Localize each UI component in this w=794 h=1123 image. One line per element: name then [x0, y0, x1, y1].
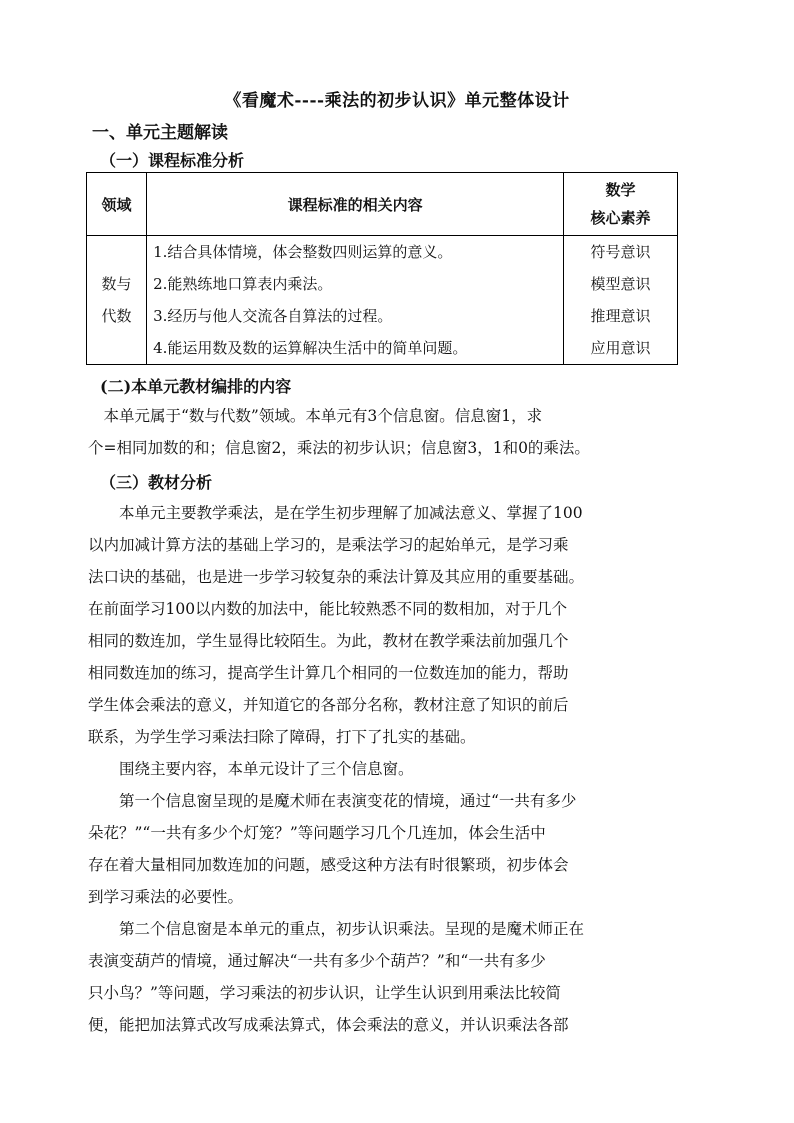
- curriculum-standard-table: [86, 172, 678, 365]
- paragraph-line: 法口诀的基础，也是进一步学习较复杂的乘法计算及其应用的重要基础。: [88, 568, 585, 586]
- paragraph-line: 存在着大量相同加数连加的问题，感受这种方法有时很繁琐，初步体会: [88, 856, 569, 874]
- paragraph-line: 本单元属于“数与代数”领域。本单元有3个信息窗。信息窗1，求: [88, 407, 543, 425]
- header-core-literacy: [564, 173, 678, 236]
- paragraph-line: 个=相同加数的和；信息窗2，乘法的初步认识；信息窗3，1和0的乘法。: [88, 439, 590, 457]
- core-literacy-item: 推理意识: [590, 307, 651, 325]
- subsection-heading-2: (二)本单元教材编排的内容: [100, 377, 292, 396]
- standard-content-cell: [147, 236, 564, 365]
- standard-item: 2.能熟练地口算表内乘法。: [153, 275, 333, 293]
- paragraph-line: 表演变葫芦的情境，通过解决“一共有多少个葫芦？”和“一共有多少: [88, 952, 546, 970]
- subsection-heading-1: （一）课程标准分析: [100, 151, 245, 170]
- paragraph-line: 便，能把加法算式改写成乘法算式，体会乘法的意义，并认识乘法各部: [88, 1016, 569, 1034]
- standard-item: 4.能运用数及数的运算解决生活中的简单问题。: [153, 339, 468, 357]
- paragraph-line: 本单元主要教学乘法，是在学生初步理解了加减法意义、掌握了100: [88, 504, 583, 522]
- standard-item: 3.经历与他人交流各自算法的过程。: [153, 307, 393, 325]
- paragraph-line: 只小鸟？”等问题，学习乘法的初步认识，让学生认识到用乘法比较简: [88, 984, 561, 1002]
- paragraph-line: 联系，为学生学习乘法扫除了障碍，打下了扎实的基础。: [88, 728, 476, 746]
- paragraph-line: 第二个信息窗是本单元的重点，初步认识乘法。呈现的是魔术师正在: [88, 920, 585, 938]
- table-body-row: [87, 236, 678, 365]
- section-heading-1: 一、单元主题解读: [92, 123, 228, 143]
- standard-item: 1.结合具体情境，体会整数四则运算的意义。: [153, 243, 453, 261]
- table-header-row: [87, 173, 678, 236]
- paragraph-line: 相同的数连加，学生显得比较陌生。为此，教材在教学乘法前加强几个: [88, 632, 569, 650]
- core-literacy-item: 符号意识: [590, 243, 651, 261]
- document-title: 《看魔术----乘法的初步认识》单元整体设计: [224, 91, 570, 111]
- core-literacy-item: 应用意识: [590, 339, 651, 357]
- paragraph-line: 相同数连加的练习，提高学生计算几个相同的一位数连加的能力，帮助: [88, 664, 569, 682]
- section-2-body: [88, 400, 708, 464]
- domain-cell: [87, 236, 147, 365]
- subsection-heading-3: （三）教材分析: [100, 473, 213, 492]
- core-literacy-cell: [564, 236, 678, 365]
- paragraph-line: 到学习乘法的必要性。: [88, 888, 244, 906]
- header-core-line1: 数学: [605, 181, 636, 199]
- paragraph-line: 朵花？”“一共有多少个灯笼？”等问题学习几个几连加，体会生活中: [88, 824, 546, 842]
- paragraph-line: 学生体会乘法的意义，并知道它的各部分名称，教材注意了知识的前后: [88, 696, 569, 714]
- header-core-line2: 核心素养: [590, 209, 651, 227]
- paragraph-line: 在前面学习100以内数的加法中，能比较熟悉不同的数相加，对于几个: [88, 600, 568, 618]
- domain-line2: 代数: [101, 307, 132, 325]
- domain-line1: 数与: [101, 275, 132, 293]
- core-literacy-item: 模型意识: [590, 275, 651, 293]
- section-3-body: [88, 497, 708, 1041]
- paragraph-line: 围绕主要内容，本单元设计了三个信息窗。: [88, 760, 414, 778]
- paragraph-line: 以内加减计算方法的基础上学习的，是乘法学习的起始单元，是学习乘: [88, 536, 569, 554]
- paragraph-line: 第一个信息窗呈现的是魔术师在表演变花的情境，通过“一共有多少: [88, 792, 577, 810]
- header-domain: 领域: [87, 173, 147, 236]
- header-content: 课程标准的相关内容: [147, 173, 564, 236]
